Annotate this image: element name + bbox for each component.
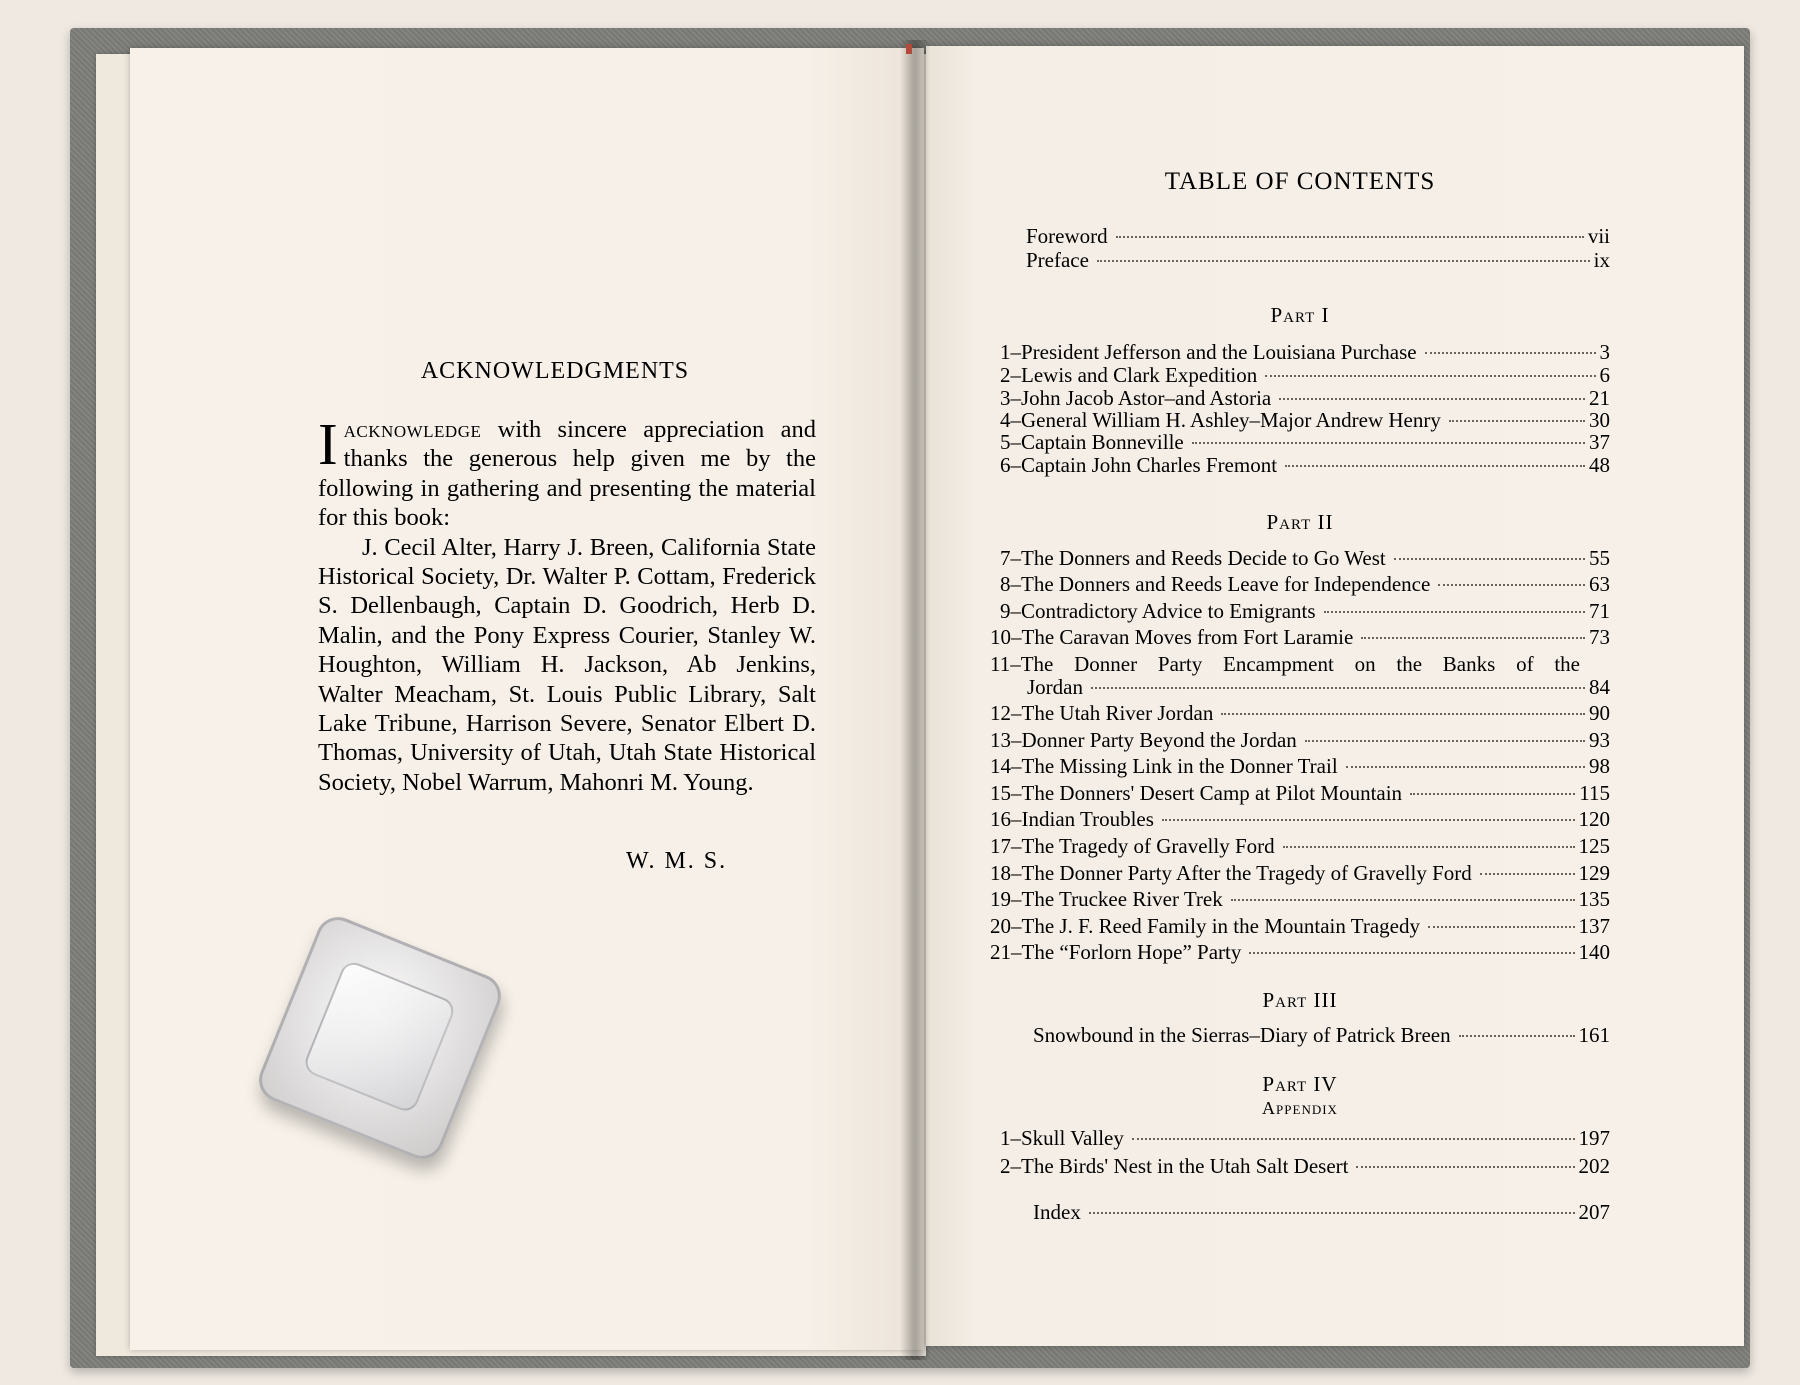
paragraph-1-text: with sincere appreciation and thanks the generous help given me by the following in gathering and presenting the material for this book:: [318, 416, 816, 532]
toc-title: TABLE OF CONTENTS: [1164, 168, 1436, 195]
part-label: Part III: [1262, 988, 1338, 1012]
toc-entry: 7–The Donners and Reeds Decide to Go West 55: [1000, 546, 1610, 570]
toc-entry: 1–Skull Valley 197: [1000, 1126, 1610, 1150]
acknowledgments-title: ACKNOWLEDGMENTS: [420, 358, 690, 384]
toc-entry: 6–Captain John Charles Fremont 48: [1000, 453, 1610, 477]
toc-entry: 9–Contradictory Advice to Emigrants 71: [1000, 599, 1610, 623]
appendix-label: Appendix: [1262, 1098, 1338, 1118]
signature: W. M. S.: [626, 848, 728, 874]
toc-entry-index: Index 207: [1033, 1200, 1610, 1224]
toc-entry: 16–Indian Troubles 120: [990, 807, 1610, 831]
toc-entry: 18–The Donner Party After the Tragedy of Gravelly Ford 129: [990, 861, 1610, 885]
toc-entry: 2–The Birds' Nest in the Utah Salt Desert 202: [1000, 1154, 1610, 1178]
toc-entry: 15–The Donners' Desert Camp at Pilot Mountain 115: [990, 781, 1610, 805]
drop-cap: I: [318, 411, 338, 477]
spine-headband: [906, 44, 912, 54]
toc-entry: 1–President Jefferson and the Louisiana Purchase 3: [1000, 340, 1610, 364]
acknowledgments-paragraph-1: [318, 411, 816, 533]
toc-entry: 3–John Jacob Astor–and Astoria 21: [1000, 386, 1610, 410]
toc-entry: Preface ix: [1026, 248, 1610, 272]
toc-entry: 5–Captain Bonneville 37: [1000, 430, 1610, 454]
toc-entry-line-2: Jordan 84: [1027, 675, 1610, 699]
toc-entry: 10–The Caravan Moves from Fort Laramie 73: [990, 625, 1610, 649]
toc-entry: 14–The Missing Link in the Donner Trail 98: [990, 754, 1610, 778]
toc-entry: 19–The Truckee River Trek 135: [990, 887, 1610, 911]
toc-entry: 20–The J. F. Reed Family in the Mountain Tragedy 137: [990, 914, 1610, 938]
part-label: Part II: [1266, 510, 1334, 534]
toc-entry: 8–The Donners and Reeds Leave for Independence 63: [1000, 572, 1610, 596]
toc-entry: 4–General William H. Ashley–Major Andrew Henry 30: [1000, 408, 1610, 432]
acknowledgments-body: [318, 411, 816, 797]
glass-facet: [301, 959, 457, 1115]
lead-word: acknowledge: [343, 416, 482, 443]
toc-entry-line-1: 11–The Donner Party Encampment on the Banks of the: [990, 652, 1580, 676]
toc-entry: 12–The Utah River Jordan 90: [990, 701, 1610, 725]
part-label: Part IV: [1262, 1072, 1338, 1096]
toc-entry: Snowbound in the Sierras–Diary of Patrick Breen 161: [1033, 1023, 1610, 1047]
acknowledgments-paragraph-2: J. Cecil Alter, Harry J. Breen, California State Historical Society, Dr. Walter P. Cottam, Frederick S. Dellenbaugh, Captain D. Goodrich, Herb D. Malin, and the Pony Express Courier, Stanley W. Houghton, William H. Jackson, Ab Jenkins, Walter Meacham, St. Louis Public Library, Salt Lake Tribune, Harrison Severe, Senator Elbert D. Thomas, University of Utah, Utah State Historical Society, Nobel Warrum, Mahonri M. Young.: [318, 533, 816, 796]
spine-gutter: [900, 40, 930, 1360]
toc-entry: 21–The “Forlorn Hope” Party 140: [990, 940, 1610, 964]
toc-entry: Foreword vii: [1026, 224, 1610, 248]
toc-entry: 17–The Tragedy of Gravelly Ford 125: [990, 834, 1610, 858]
toc-entry: 13–Donner Party Beyond the Jordan 93: [990, 728, 1610, 752]
toc-entry: 2–Lewis and Clark Expedition 6: [1000, 363, 1610, 387]
part-label: Part I: [1270, 303, 1330, 327]
